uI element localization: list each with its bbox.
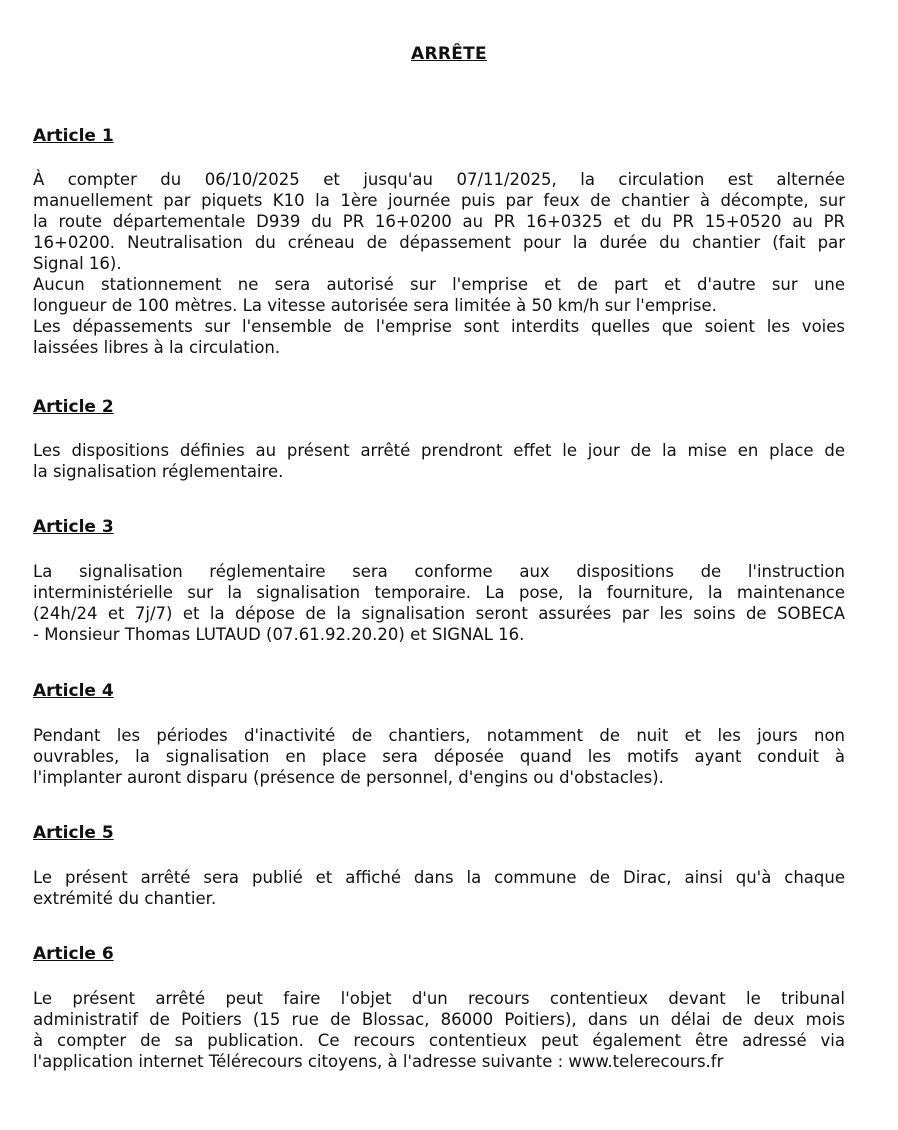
article-3-heading: Article 3: [33, 517, 114, 537]
article-1-line: À compter du 06/10/2025 et jusqu'au 07/11/2025, la circulation est alternée: [33, 170, 845, 189]
article-5-heading: Article 5: [33, 823, 114, 843]
article-5-line: extrémité du chantier.: [33, 889, 217, 908]
article-2-heading: Article 2: [33, 397, 114, 417]
article-3-line: (24h/24 et 7j/7) et la dépose de la signalisation seront assurées par les soins de SOBECA: [33, 604, 845, 623]
article-2-body: [33, 440, 845, 482]
article-6-body: [33, 988, 845, 1072]
article-6-line: à compter de sa publication. Ce recours contentieux peut également être adressé via: [33, 1031, 845, 1050]
article-1-line: Signal 16).: [33, 254, 122, 273]
article-4-line: l'implanter auront disparu (présence de personnel, d'engins ou d'obstacles).: [33, 768, 664, 787]
article-3-body: [33, 561, 845, 645]
article-1-line: Aucun stationnement ne sera autorisé sur l'emprise et de part et d'autre sur une: [33, 275, 845, 294]
article-4-line: Pendant les périodes d'inactivité de chantiers, notamment de nuit et les jours non: [33, 726, 845, 745]
article-1-heading: Article 1: [33, 126, 114, 146]
article-2-line: Les dispositions définies au présent arrêté prendront effet le jour de la mise en place de: [33, 441, 845, 460]
article-6-line: administratif de Poitiers (15 rue de Blossac, 86000 Poitiers), dans un délai de deux mois: [33, 1010, 845, 1029]
article-4-body: [33, 725, 845, 788]
article-4-line: ouvrables, la signalisation en place sera déposée quand les motifs ayant conduit à: [33, 747, 845, 766]
article-6-heading: Article 6: [33, 944, 114, 964]
article-6-line: Le présent arrêté peut faire l'objet d'un recours contentieux devant le tribunal: [33, 989, 845, 1008]
article-3-line: - Monsieur Thomas LUTAUD (07.61.92.20.20) et SIGNAL 16.: [33, 625, 525, 644]
article-3-line: La signalisation réglementaire sera conforme aux dispositions de l'instruction: [33, 562, 845, 581]
article-4-heading: Article 4: [33, 681, 114, 701]
article-6-line: l'application internet Télérecours citoyens, à l'adresse suivante : www.telerecours.fr: [33, 1052, 724, 1071]
article-1-line: la route départementale D939 du PR 16+0200 au PR 16+0325 et du PR 15+0520 au PR: [33, 212, 845, 231]
article-1-line: laissées libres à la circulation.: [33, 338, 281, 357]
article-3-line: interministérielle sur la signalisation temporaire. La pose, la fourniture, la maintenance: [33, 583, 845, 602]
article-2-line: la signalisation réglementaire.: [33, 462, 284, 481]
article-1-line: 16+0200. Neutralisation du créneau de dépassement pour la durée du chantier (fait par: [33, 233, 845, 252]
article-1-line: manuellement par piquets K10 la 1ère journée puis par feux de chantier à décompte, sur: [33, 191, 845, 210]
article-5-line: Le présent arrêté sera publié et affiché dans la commune de Dirac, ainsi qu'à chaque: [33, 868, 845, 887]
article-1-line: longueur de 100 mètres. La vitesse autorisée sera limitée à 50 km/h sur l'emprise.: [33, 296, 717, 315]
document-title: ARRÊTE: [411, 44, 487, 64]
article-1-body: [33, 169, 845, 358]
article-1-line: Les dépassements sur l'ensemble de l'emprise sont interdits quelles que soient les voies: [33, 317, 845, 336]
article-5-body: [33, 867, 845, 909]
